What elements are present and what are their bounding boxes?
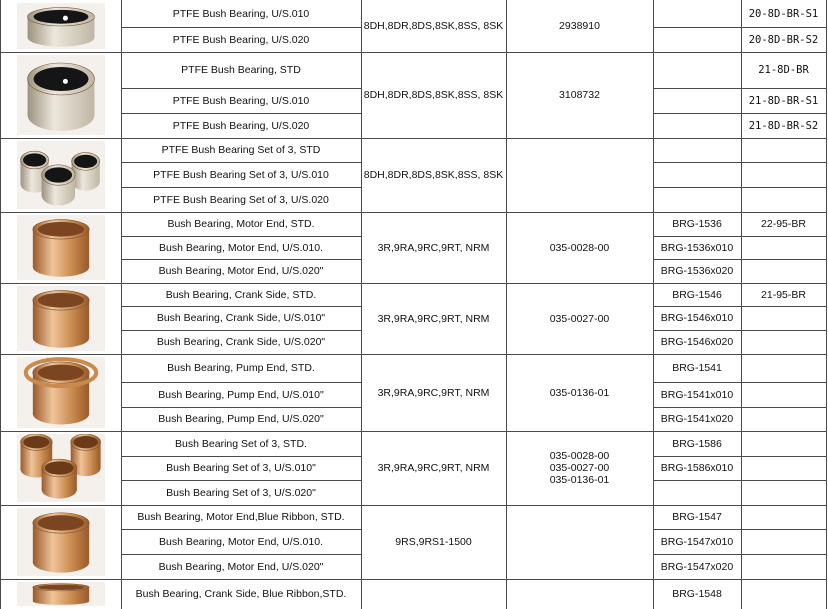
description-cell: PTFE Bush Bearing, U/S.020: [172, 119, 310, 132]
part-number-cell: BRG-1541: [672, 362, 722, 374]
application-cell: [361, 579, 506, 609]
description-cell: Bush Bearing, Pump End, U/S.010": [158, 388, 324, 401]
part-number-cell: [653, 187, 741, 212]
alt-number-cell: 21-8D-BR-S2: [748, 119, 819, 132]
part-number-cell: [653, 52, 741, 88]
oem-number-cell: 035-0136-01: [549, 386, 610, 399]
oem-number-cell: 035-0028-00 035-0027-00 035-0136-01: [549, 450, 610, 486]
application-cell: 8DH,8DR,8DS,8SK,8SS, 8SK: [363, 20, 504, 32]
part-number-cell: [653, 88, 741, 113]
alt-number-cell: 22-95-BR: [761, 218, 806, 230]
description-cell: PTFE Bush Bearing Set of 3, U/S.010: [153, 168, 329, 181]
application-cell: 9RS,9RS1-1500: [395, 536, 472, 548]
alt-number-cell: [741, 407, 826, 431]
part-number-cell: BRG-1546x020: [660, 336, 734, 348]
application-cell: 3R,9RA,9RC,9RT, NRM: [377, 241, 490, 254]
part-number-cell: BRG-1536x010: [660, 241, 734, 254]
part-number-cell: BRG-1536x020: [660, 265, 734, 277]
bearing-photo: [17, 434, 105, 502]
part-number-cell: [653, 113, 741, 138]
alt-number-cell: [741, 354, 826, 382]
alt-number-cell: [741, 259, 826, 283]
oem-number-cell: 3108732: [559, 89, 600, 101]
alt-number-cell: [741, 306, 826, 330]
part-number-cell: BRG-1541x020: [660, 413, 734, 425]
alt-number-cell: [741, 456, 826, 480]
application-cell: 8DH,8DR,8DS,8SK,8SS, 8SK: [363, 89, 504, 101]
part-number-cell: BRG-1546x010: [660, 312, 734, 324]
alt-number-cell: [741, 187, 826, 212]
alt-number-cell: [741, 330, 826, 354]
alt-number-cell: [741, 431, 826, 456]
bearing-photo: [17, 141, 105, 209]
oem-number-cell: [506, 505, 653, 579]
column-divider: [0, 0, 1, 609]
part-number-cell: BRG-1536: [672, 218, 722, 230]
description-cell: Bush Bearing Set of 3, STD.: [175, 437, 307, 450]
part-number-cell: BRG-1546: [672, 288, 722, 301]
alt-number-cell: 21-95-BR: [761, 288, 806, 301]
description-cell: Bush Bearing Set of 3, U/S.020": [166, 486, 316, 499]
description-cell: Bush Bearing, Pump End, U/S.020": [158, 413, 324, 425]
description-cell: Bush Bearing, Motor End, U/S.010.: [158, 535, 323, 548]
oem-number-cell: [506, 138, 653, 212]
alt-number-cell: 21-8D-BR: [758, 64, 809, 76]
alt-number-cell: [741, 382, 826, 407]
alt-number-cell: [741, 162, 826, 187]
bearing-photo: [17, 508, 105, 576]
oem-number-cell: 2938910: [559, 20, 600, 32]
description-cell: Bush Bearing, Crank Side, STD.: [165, 288, 317, 301]
application-cell: 3R,9RA,9RC,9RT, NRM: [377, 386, 490, 399]
part-number-cell: BRG-1541x010: [660, 388, 734, 401]
bearing-photo: [17, 286, 105, 351]
description-cell: Bush Bearing, Motor End, U/S.010.: [158, 241, 323, 254]
part-number-cell: BRG-1547x010: [660, 535, 734, 548]
part-number-cell: [653, 0, 741, 27]
alt-number-cell: [741, 579, 826, 609]
oem-number-cell: [506, 579, 653, 609]
description-cell: PTFE Bush Bearing, U/S.020: [172, 33, 310, 46]
description-cell: Bush Bearing, Motor End,Blue Ribbon, STD.: [137, 511, 345, 523]
alt-number-cell: [741, 138, 826, 162]
alt-number-cell: 20-8D-BR-S1: [748, 7, 819, 20]
description-cell: Bush Bearing, Motor End, U/S.020": [158, 265, 324, 277]
part-number-cell: BRG-1548: [672, 588, 722, 600]
alt-number-cell: 21-8D-BR-S1: [748, 94, 819, 107]
part-number-cell: [653, 27, 741, 52]
application-cell: 3R,9RA,9RC,9RT, NRM: [377, 312, 490, 325]
description-cell: PTFE Bush Bearing, U/S.010: [172, 7, 310, 20]
alt-number-cell: 20-8D-BR-S2: [748, 33, 819, 46]
description-cell: PTFE Bush Bearing Set of 3, U/S.020: [153, 193, 329, 206]
alt-number-cell: [741, 505, 826, 529]
oem-number-cell: 035-0027-00: [549, 312, 610, 325]
bearing-photo: [17, 215, 105, 280]
application-cell: 8DH,8DR,8DS,8SK,8SS, 8SK: [363, 169, 504, 181]
bearing-photo: [17, 3, 105, 49]
part-number-cell: [653, 480, 741, 505]
part-number-cell: BRG-1586: [672, 437, 722, 450]
description-cell: PTFE Bush Bearing Set of 3, STD: [161, 144, 321, 156]
part-number-cell: BRG-1547x020: [660, 560, 734, 573]
alt-number-cell: [741, 236, 826, 259]
application-cell: 3R,9RA,9RC,9RT, NRM: [377, 462, 490, 474]
description-cell: Bush Bearing, Crank Side, U/S.010": [156, 312, 326, 324]
alt-number-cell: [741, 480, 826, 505]
description-cell: PTFE Bush Bearing, U/S.010: [172, 94, 310, 107]
part-number-cell: [653, 162, 741, 187]
description-cell: PTFE Bush Bearing, STD: [181, 64, 301, 76]
bearing-photo: [17, 357, 105, 428]
description-cell: Bush Bearing, Pump End, STD.: [167, 362, 315, 374]
oem-number-cell: 035-0028-00: [549, 241, 610, 254]
part-number-cell: BRG-1547: [672, 511, 722, 523]
alt-number-cell: [741, 529, 826, 554]
description-cell: Bush Bearing, Motor End, U/S.020": [158, 560, 324, 573]
description-cell: Bush Bearing, Crank Side, U/S.020": [156, 336, 326, 348]
alt-number-cell: [741, 554, 826, 579]
part-number-cell: BRG-1586x010: [660, 462, 734, 474]
description-cell: Bush Bearing, Crank Side, Blue Ribbon,STD.: [135, 588, 347, 600]
bearing-photo: [17, 582, 105, 606]
description-cell: Bush Bearing Set of 3, U/S.010": [166, 462, 316, 474]
description-cell: Bush Bearing, Motor End, STD.: [167, 218, 315, 230]
bearing-photo: [17, 55, 105, 135]
part-number-cell: [653, 138, 741, 162]
column-divider: [826, 0, 827, 609]
